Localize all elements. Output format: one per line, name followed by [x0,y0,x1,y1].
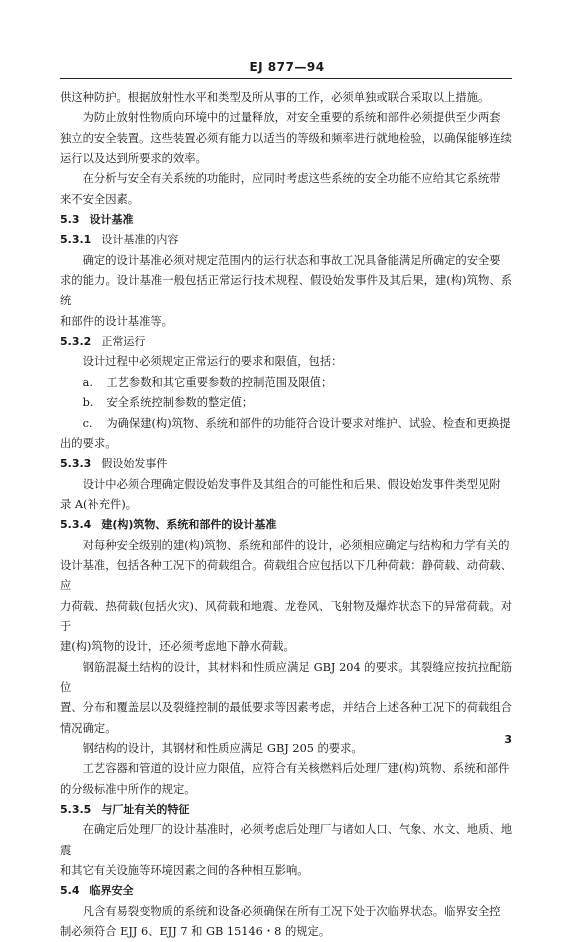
text-line: 独立的安全装置。这些装置必须有能力以适当的等级和频率进行就地检验，以确保能够连续 [60,131,512,145]
text-line: 设计基准，包括各种工况下的荷载组合。荷载组合应包括以下几种荷载：静荷载、动荷载、应 [60,558,512,593]
page-content [60,88,512,942]
text-line: 凡含有易裂变物质的系统和设备必须确保在所有工况下处于次临界状态。临界安全控 [82,904,501,918]
header-rule [60,78,512,79]
list-item-a [60,373,512,393]
paragraph-site-characteristics [60,820,512,881]
text-line: 置、分布和覆盖层以及裂缝控制的最低要求等因素考虑，并结合上述各种工况下的荷载组合 [60,701,512,715]
text-line: 情况确定。 [60,721,117,735]
section-number: 5.3 [60,213,80,227]
section-heading-5-3 [60,210,512,230]
text-line: 钢筋混凝土结构的设计，其材料和性质应满足 GBJ 204 的要求。其裂缝应按抗拉配筋位 [60,660,512,694]
section-title: 与厂址有关的特征 [101,803,190,817]
text-line: 工艺容器和管道的设计应力限值，应符合有关核燃料后处理厂建(构)筑物、系统和部件 [82,762,510,776]
text-line: 和其它有关设施等环境因素之间的各种相互影响。 [60,864,309,878]
section-number: 5.3.1 [60,233,92,247]
paragraph-steel-structure: 钢结构的设计，其钢材和性质应满足 GBJ 205 的要求。 [82,742,363,755]
paragraph-normal-operation: 设计过程中必须规定正常运行的要求和限值，包括： [82,355,343,369]
paragraph-criticality-safety [60,902,512,942]
paragraph-system-analysis [60,169,512,210]
list-item-text: 安全系统控制参数的整定值； [106,396,254,410]
page-number: 3 [504,733,512,746]
section-heading-5-3-1 [60,230,512,250]
section-title: 临界安全 [89,884,134,898]
list-marker: c. [82,416,93,430]
list-item-text: 工艺参数和其它重要参数的控制范围及限值； [106,375,333,389]
section-title: 设计基准的内容 [101,233,179,247]
text-line: 来不安全因素。 [60,192,140,206]
text-line: 录 A(补充件)。 [60,497,138,511]
section-title: 设计基准 [89,213,134,227]
paragraph-structural-basis [60,536,512,658]
text-line: 在分析与安全有关系统的功能时，应同时考虑这些系统的安全功能不应给其它系统带 [82,172,501,186]
text-line: 为防止放射性物质向环境中的过量释放，对安全重要的系统和部件必须提供至少两套 [82,111,501,125]
text-line: 的分级标准中所作的规定。 [60,782,196,796]
paragraph-initiating-events [60,475,512,516]
paragraph-redundancy [60,108,512,169]
section-heading-5-4 [60,881,512,901]
section-title: 正常运行 [101,335,146,349]
section-heading-5-3-4 [60,515,512,535]
paragraph-vessel-stress-limits [60,759,512,800]
section-number: 5.3.4 [60,518,92,532]
text-line: 设计中必须合理确定假设始发事件及其组合的可能性和后果、假设始发事件类型见附 [82,477,501,491]
text-line: 运行以及达到所要求的效率。 [60,152,207,166]
list-item-b [60,393,512,413]
text-line: 和部件的设计基准等。 [60,314,173,328]
text-line: 制必须符合 EJJ 6、EJJ 7 和 GB 15146・8 的规定。 [60,925,331,939]
section-title: 假设始发事件 [101,457,168,471]
section-heading-5-3-5 [60,800,512,820]
paragraph-reinforced-concrete [60,658,512,739]
section-number: 5.3.3 [60,457,92,471]
text-line: 建(构)筑物的设计，还必须考虑地下静水荷载。 [60,640,295,654]
list-item-c [60,414,512,434]
section-title: 建(构)筑物、系统和部件的设计基准 [101,518,277,532]
list-marker: a. [82,375,93,389]
paragraph-continuation: 供这种防护。根据放射性水平和类型及所从事的工作，必须单独或联合采取以上措施。 [60,91,490,104]
page-header: EJ 877—94 [249,60,325,74]
text-line: 在确定后处理厂的设计基准时，必须考虑后处理厂与诸如人口、气象、水文、地质、地震 [60,823,512,857]
list-item-c-continuation: 出的要求。 [60,436,117,450]
paragraph-design-basis-content [60,251,512,332]
section-heading-5-3-3 [60,454,512,474]
section-number: 5.3.5 [60,803,92,817]
list-marker: b. [82,396,94,410]
list-item-text: 为确保建(构)筑物、系统和部件的功能符合设计要求对维护、试验、检查和更换提 [106,416,511,430]
text-line: 确定的设计基准必须对规定范围内的运行状态和事故工况具备能满足所确定的安全要 [82,253,501,267]
section-number: 5.3.2 [60,335,92,349]
text-line: 力荷载、热荷载(包括火灾)、风荷载和地震、龙卷风、飞射物及爆炸状态下的异常荷载。对于 [60,599,512,633]
section-number: 5.4 [60,884,80,898]
text-line: 对每种安全级别的建(构)筑物、系统和部件的设计，必须相应确定与结构和力学有关的 [82,538,510,552]
section-heading-5-3-2 [60,332,512,352]
text-line: 求的能力。设计基准一般包括正常运行技术规程、假设始发事件及其后果，建(构)筑物、系统 [60,274,512,308]
